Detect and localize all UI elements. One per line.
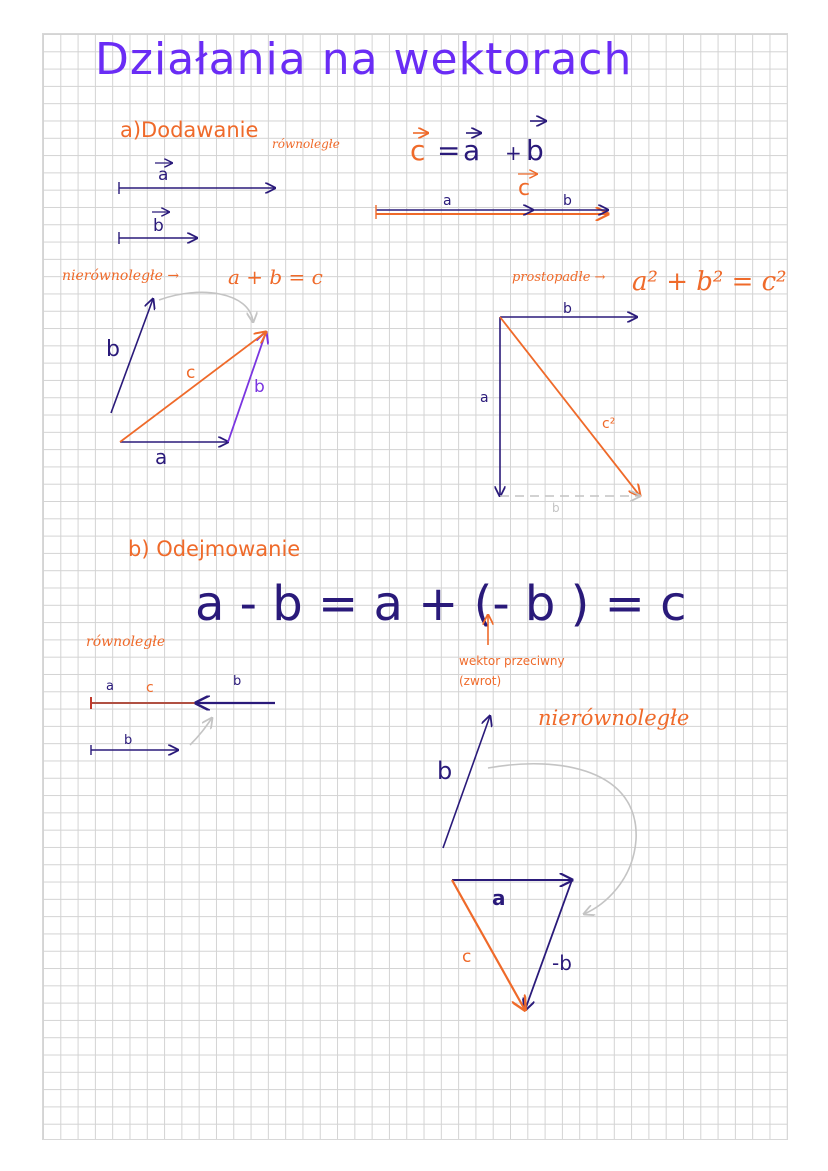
vector-neg-b-label: -b: [552, 951, 572, 975]
vector-a-perp-label: a: [480, 390, 489, 406]
vector-neg-b-sub-tri: [525, 880, 572, 1010]
vector-b-free-label: b: [106, 337, 120, 362]
sub-par-c-label: c: [146, 680, 154, 696]
formula-a: a: [463, 134, 481, 167]
sub-rotate-arrow: [488, 764, 636, 914]
addition-heading: a)Dodawanie: [120, 118, 259, 142]
nonparallel-formula: [228, 265, 323, 289]
addition-nonparallel-note: nierównoległe →: [62, 268, 180, 284]
sub-par-flip-arrow: [190, 718, 212, 745]
vector-b-perp-label: b: [563, 301, 572, 317]
formula-c: c: [410, 134, 426, 167]
formula-eq: =: [437, 134, 461, 167]
addition-combined-vectors: [376, 174, 608, 219]
vector-c-tri: [120, 332, 266, 442]
addition-parallel-vectors: [119, 163, 275, 244]
subtraction-formula-text: a - b = a + (- b ) = c: [195, 576, 687, 632]
subtraction-nonparallel-diagram: [437, 716, 636, 1010]
translate-arrow: [159, 292, 253, 322]
subtraction-formula: [195, 576, 686, 645]
addition-formula: [410, 121, 546, 167]
sub-par-b2-label: b: [124, 733, 133, 748]
nonparallel-addition-diagram: [106, 292, 266, 469]
pythagoras-formula: a² + b² = c²: [632, 267, 787, 297]
vector-c-sub-tri-label: c: [462, 947, 472, 967]
perpendicular-diagram: [480, 267, 787, 515]
sub-par-b-label: b: [233, 674, 242, 689]
subtraction-parallel-note: równoległe: [86, 634, 166, 650]
addition-parallel-note: równoległe: [272, 137, 340, 151]
opposite-vector-line-1: wektor przeciwny: [459, 654, 565, 668]
part-a-label: a: [443, 193, 452, 209]
nonparallel-formula-text: a + b = c: [228, 265, 323, 289]
subtraction-heading: b) Odejmowanie: [128, 537, 301, 561]
vector-c-perp: [500, 317, 640, 496]
perpendicular-note: prostopadłe →: [512, 270, 606, 285]
vector-b-tri-label: b: [254, 377, 265, 397]
vector-c-label: c: [518, 176, 531, 201]
part-b-label: b: [563, 193, 572, 209]
vector-c-sub-tri: [452, 880, 525, 1010]
page-title: Działania na wektorach: [95, 34, 633, 85]
vector-b-label: b: [153, 216, 164, 236]
vector-a-label: a: [158, 165, 169, 185]
vector-c-perp-label: c²: [602, 416, 616, 432]
vector-c-tri-label: c: [186, 363, 196, 383]
sub-par-a-label: a: [106, 679, 114, 694]
subtraction-nonparallel-note: nierównoległe: [538, 706, 690, 730]
vector-b-sub-free-label: b: [437, 757, 453, 785]
subtraction-parallel-diagram: [91, 674, 275, 755]
vector-b-dashed-label: b: [552, 501, 560, 515]
vector-a-sub-tri-label: a: [492, 886, 506, 910]
formula-b: b: [526, 134, 544, 167]
vector-a-tri-label: a: [155, 445, 168, 469]
opposite-vector-line-2: (zwrot): [459, 674, 502, 688]
formula-plus: +: [505, 141, 522, 165]
